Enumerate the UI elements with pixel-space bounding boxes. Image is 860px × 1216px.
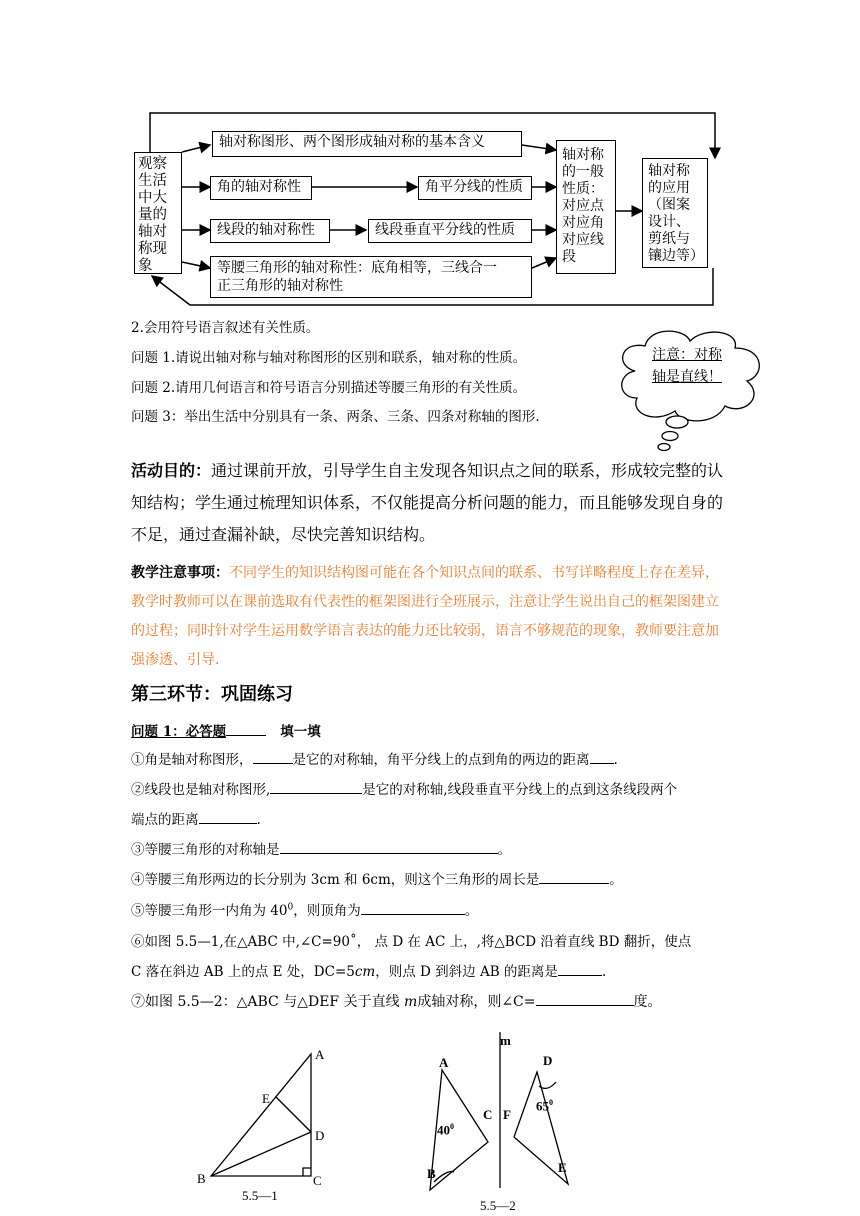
general-properties-label: 轴对称的一般性质：对应点对应角对应线段 bbox=[562, 147, 604, 265]
fig2-caption: 5.5—2 bbox=[480, 1198, 516, 1213]
question-3: 问题 3：举出生活中分别具有一条、两条、三条、四条对称轴的图形. bbox=[131, 409, 540, 425]
observe-box bbox=[134, 152, 182, 274]
fig1-label-e: E bbox=[262, 1091, 270, 1106]
exercise-6: ⑥如图 5.5—1,在△ABC 中,∠C=90˚， 点 D 在 AC 上，,将△BCD 沿着直线 BD 翻折，使点 bbox=[131, 934, 692, 950]
segment-symmetry-label: 线段的轴对称性 bbox=[217, 222, 315, 238]
blank[interactable] bbox=[253, 750, 293, 764]
blank[interactable] bbox=[361, 901, 465, 915]
fig1-caption: 5.5—1 bbox=[242, 1188, 278, 1203]
general-properties-box bbox=[556, 140, 616, 274]
fig2-label-m: m bbox=[500, 1033, 511, 1048]
exercise-2: ②线段也是轴对称图形, 是它的对称轴,线段垂直平分线上的点到这条线段两个 bbox=[131, 782, 678, 798]
problem-header bbox=[131, 720, 321, 740]
activity-purpose-label: 活动目的： bbox=[131, 461, 212, 480]
perpendicular-bisector-label: 线段垂直平分线的性质 bbox=[375, 222, 515, 238]
blank[interactable] bbox=[558, 962, 602, 976]
exercise-2-cont: 端点的距离 . bbox=[131, 812, 261, 828]
fig1-label-a: A bbox=[315, 1047, 325, 1062]
application-label: 轴对称的应用（图案设计、剪纸与镶边等） bbox=[648, 163, 704, 264]
problem-header-title: 问题 1：必答题 bbox=[131, 724, 227, 740]
perpendicular-bisector-box bbox=[368, 219, 532, 243]
basic-meaning-box bbox=[212, 131, 522, 157]
question-2: 问题 2.请用几何语言和符号语言分别描述等腰三角形的有关性质。 bbox=[131, 380, 527, 396]
teaching-notes-label: 教学注意事项： bbox=[131, 565, 229, 581]
teaching-notes-text: 不同学生的知识结构图可能在各个知识点间的联系、书写详略程度上存在差异，教学时教师可以在课前选取有代表性的框架图进行全班展示，注意让学生说出自己的框架图建立的过程；同时针对学生运用数学语言表达的能力还比较弱，语言不够规范的现象，教师要注意加强渗透、引导. bbox=[131, 565, 719, 668]
exercise-3: ③等腰三角形的对称轴是 。 bbox=[131, 842, 511, 858]
activity-purpose bbox=[131, 455, 731, 551]
fig1-label-c: C bbox=[313, 1173, 322, 1188]
fig2-label-e: E bbox=[558, 1160, 567, 1175]
exercise-5: ⑤等腰三角形一内角为 $40^0$，则顶角为 。 bbox=[131, 902, 479, 919]
fig2-angle-d: $65^0$ bbox=[536, 1098, 553, 1114]
angle-bisector-box bbox=[418, 176, 532, 200]
blank[interactable] bbox=[280, 840, 498, 854]
fig2-label-b: B bbox=[427, 1166, 436, 1181]
fig1-label-b: B bbox=[197, 1171, 206, 1186]
fig2-angle-b: $40^0$ bbox=[437, 1122, 454, 1138]
segment-symmetry-box bbox=[210, 219, 330, 243]
blank[interactable] bbox=[199, 810, 257, 824]
isosceles-box bbox=[210, 256, 532, 298]
blank[interactable] bbox=[270, 780, 362, 794]
exercise-4: ④等腰三角形两边的长分别为 3cm 和 6cm，则这个三角形的周长是 。 bbox=[131, 872, 623, 888]
fig2-label-d: D bbox=[543, 1053, 553, 1068]
observe-label: 观察生活中大量的轴对称现象 bbox=[138, 156, 167, 274]
teaching-notes bbox=[131, 559, 731, 675]
isosceles-label: 等腰三角形的轴对称性：底角相等，三线合一 bbox=[217, 260, 497, 276]
cloud-line-1: 注意：对称 bbox=[652, 347, 722, 363]
equilateral-label: 正三角形的轴对称性 bbox=[217, 278, 343, 294]
application-box bbox=[642, 158, 708, 268]
angle-bisector-label: 角平分线的性质 bbox=[425, 179, 523, 195]
angle-symmetry-box bbox=[210, 176, 312, 200]
blank[interactable] bbox=[590, 750, 614, 764]
blank[interactable] bbox=[536, 992, 634, 1006]
exercise-7: ⑦如图 5.5—2：△ABC 与△DEF 关于直线 m成轴对称，则∠C= 度。 bbox=[131, 994, 662, 1010]
angle-symmetry-label: 角的轴对称性 bbox=[217, 179, 301, 195]
section-title: 第三环节：巩固练习 bbox=[131, 684, 293, 705]
question-1: 问题 1.请说出轴对称与轴对称图形的区别和联系，轴对称的性质。 bbox=[131, 350, 527, 366]
objective-2: 2.会用符号语言叙述有关性质。 bbox=[131, 320, 320, 336]
fig1-label-d: D bbox=[315, 1128, 325, 1143]
blank[interactable] bbox=[539, 870, 609, 884]
problem-header-sub: 填一填 bbox=[280, 724, 321, 740]
exercise-1: ①角是轴对称图形， 是它的对称轴，角平分线上的点到角的两边的距离 . bbox=[131, 752, 618, 768]
fig2-label-f: F bbox=[503, 1107, 511, 1122]
cloud-line-2: 轴是直线！ bbox=[652, 369, 722, 385]
activity-purpose-text: 通过课前开放，引导学生自主发现各知识点之间的联系，形成较完整的认知结构；学生通过梳理知识体系，不仅能提高分析问题的能力，而且能够发现自身的不足，通过查漏补缺，尽快完善知识结构。 bbox=[131, 461, 724, 544]
fig2-label-c: C bbox=[483, 1107, 493, 1122]
exercise-6-cont: C 落在斜边 AB 上的点 E 处，DC=5cm，则点 D 到斜边 AB 的距离是 . bbox=[131, 964, 607, 980]
fig2-label-a: A bbox=[439, 1055, 449, 1070]
basic-meaning-label: 轴对称图形、两个图形成轴对称的基本含义 bbox=[219, 134, 485, 150]
